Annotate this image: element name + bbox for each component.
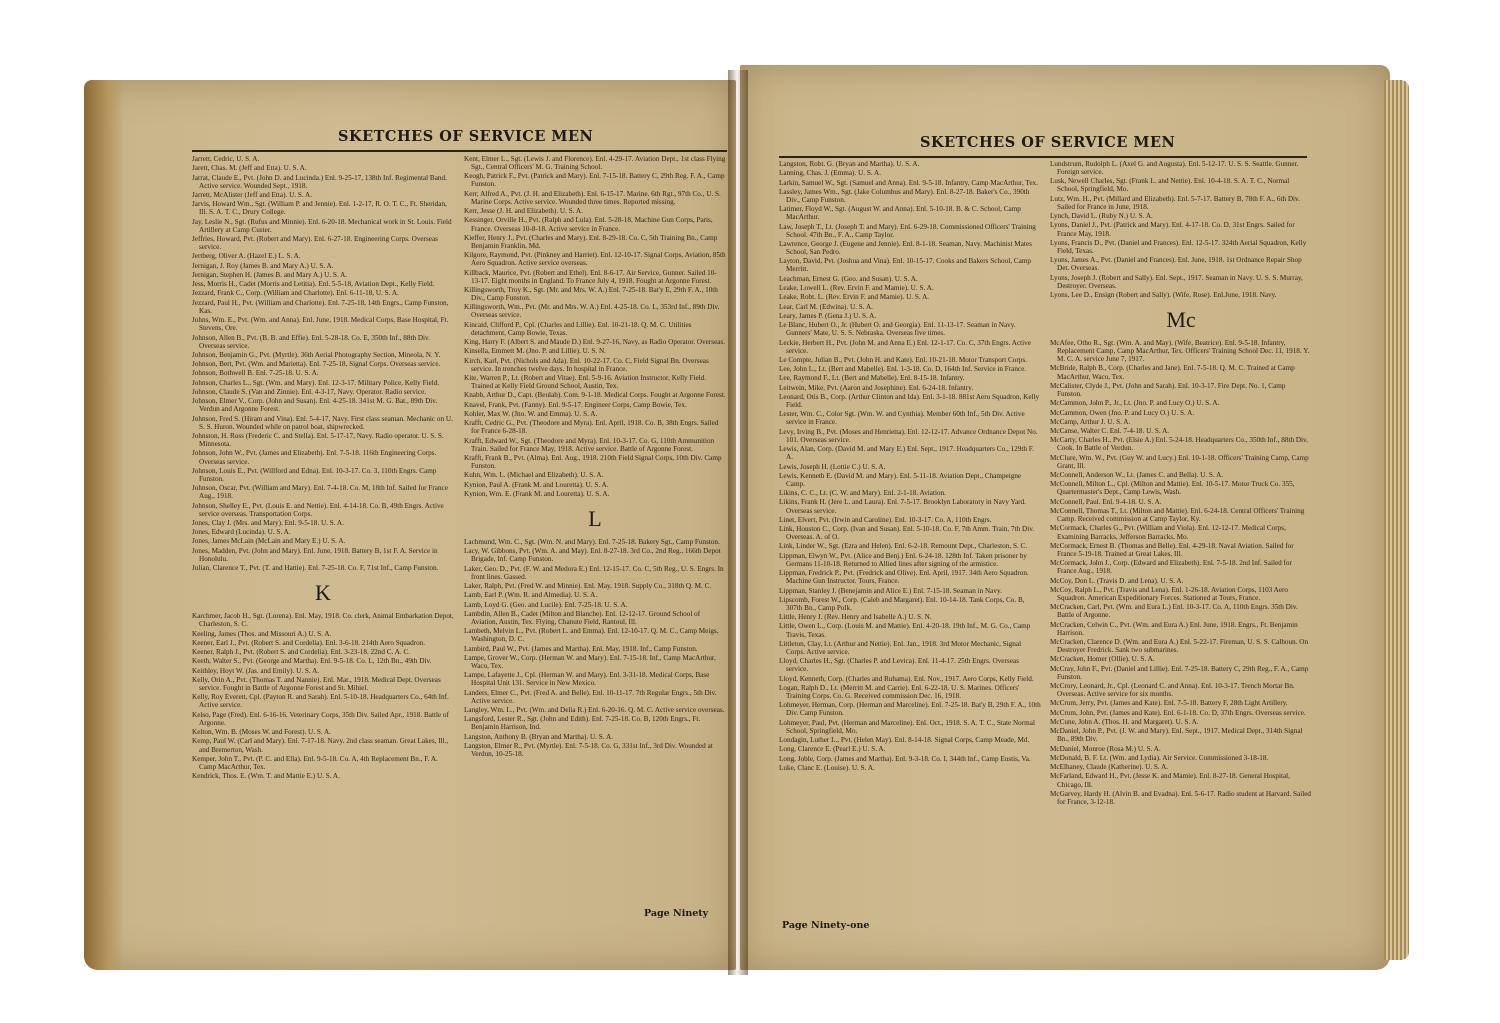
service-entry: Johnson, Allen B., Pvt. (B. B. and Effie). Enl. 5-28-18. Co. E, 350th Inf., 88th Div. Overseas service. <box>192 333 430 350</box>
service-entry: Larkin, Samuel W., Sgt. (Samuel and Anna). Enl. 9-5-18. Infantry, Camp MacArthur, Tex. <box>779 178 1038 187</box>
service-entry: Johns, Wm. E., Pvt. (Wm. and Anna). Enl. June, 1918. Medical Corps, Base Hospital, Ft. Stevens, Ore. <box>192 316 449 333</box>
right-header-rule <box>779 156 1307 158</box>
service-entry: Keeth, Walter S., Pvt. (George and Martha). Enl. 9-5-18. Co. L, 12th Bn., 49th Div. <box>192 657 432 666</box>
section-letter: Mc <box>1166 307 1196 332</box>
service-entry: Julian, Clarence T., Pvt. (T. and Hattie). Enl. 7-25-18. Co. F, 71st Inf., Camp Funston. <box>192 564 439 573</box>
service-entry: Leake, Lowell L. (Rev. Ervin F. and Mamie). U. S. A. <box>779 284 934 292</box>
service-entry: Leachman, Ernest G. (Geo. and Susan). U. S. A. <box>779 274 918 283</box>
service-entry: Little, Henry J. (Rev. Henry and Isabelle A.) U. S. N. <box>779 613 932 622</box>
service-entry: Johnson, Benjamin G., Pvt. (Myrtle). 36th Aerial Photography Section, Mineola, N. Y. <box>192 350 441 359</box>
service-entry: McCracken, Clarence D. (Wm. and Eura A.) Enl. 5-22-17. Fireman, U. S. S. Calhoun. On Destroyer Fredrick. Sank two submarines. <box>1050 637 1309 655</box>
service-entry: Lamb, Earl P. (Wm. R. and Almedia). U. S. A. <box>464 591 598 600</box>
service-entry: McFarland, Edward H., Pvt. (Jesse K. and Mamie). Enl. 8-27-18. General Hospital, Chicago, Ill. <box>1050 772 1290 789</box>
service-entry: Le Compte, Julian B., Pvt. (John H. and Kate). Enl. 10-21-18. Motor Transport Corps. <box>779 355 1027 364</box>
service-entry: Johnson, Charles L., Sgt. (Wm. and Mary). Enl. 12-3-17. Military Police, Kelly Field. <box>192 378 440 387</box>
service-entry: Johnston, H. Ross (Frederic C. and Stella). Enl. 5-17-17, Navy. Radio operator. U. S. S. Minnesota. <box>192 432 444 449</box>
service-entry: Kieffer, Henry J., Pvt. (Charles and Mary). Enl. 8-29-18. Co. C, 5th Training Bn., Camp Benjamin Franklin, Md. <box>464 233 718 250</box>
book-gutter <box>728 70 748 975</box>
service-entry: Jernigan, J. Roy (James B. and Mary A.) U. S. A. <box>192 261 334 270</box>
service-entry: Lyons, Joseph J. (Robert and Sally). Enl. Sept., 1917. Seaman in Navy. U. S. S. Murray, Destroyer. Overseas. <box>1050 273 1303 290</box>
service-entry: Leckie, Herbert H., Pvt. (John M. and Anna E.) Enl. 12-1-17. Co. C, 37th Engrs. Active service. <box>779 338 1031 355</box>
service-entry: McGarvey, Hardy H. (Alvin B. and Evadna). Enl. 5-6-17. Radio student at Harvard. Sailed for France, 3-12-18. <box>1050 789 1312 806</box>
service-entry: Lambird, Paul W., Pvt. (James and Martha). Enl. May, 1918. Inf., Camp Funston. <box>464 644 698 653</box>
service-entry: Lee, Raymond F., Lt. (Bert and Mabelle). Enl. 8-15-18. Infantry. <box>779 374 965 383</box>
service-entry: Lambdin, Allen B., Cadet (Milton and Blanche). Enl. 12-12-17. Ground School of Aviation, Austin, Tex. Flying, Chanute Field, Rantoul, Ill. <box>464 609 701 626</box>
service-entry: Lipscomb, Forest W., Corp. (Caleb and Margaret). Enl. 10-14-18. Tank Corps, Co. B, 307th Bn., Camp Polk. <box>779 595 1025 612</box>
service-entry: Leonard, Otis B., Corp. (Arthur Clinton and Ida). Enl. 3-1-18. 881st Aero Squadron, Kelly Field. <box>779 393 1040 410</box>
service-entry: Lyons, James A., Pvt. (Daniel and Frances). Enl. June, 1918. 1st Ordnance Repair Shop Det. Overseas. <box>1050 256 1302 273</box>
service-entry: Kendrick, Thos. E. (Wm. T. and Mattie E.) U. S. A. <box>192 772 340 781</box>
service-entry: McCamp, Arthur J. U. S. A. <box>1050 417 1131 426</box>
service-entry: Langston, Robt. G. (Bryan and Martha). U. S. A. <box>779 160 920 168</box>
service-entry: McCammon, Owen (Jno. P. and Lucy O.) U. S. A. <box>1050 408 1195 417</box>
service-entry: Le Blanc, Hubert O., Jr. (Hubert O. and Georgia). Enl. 11-13-17. Seaman in Navy. Gunners' Mate, U. S. S. Nebraska. Overseas five times. <box>779 321 1016 338</box>
service-entry: Long, Clarence E. (Pearl E.) U. S. A. <box>779 745 886 754</box>
service-entry: Kelton, Wm. B. (Moses W. and Forest). U. S. A. <box>192 728 332 737</box>
service-entry: Levy, Irving B., Pvt. (Moses and Henrietta). Enl. 12-12-17. Advance Ordnance Depot No. 101. Overseas service. <box>779 427 1038 444</box>
service-entry: McDaniel, John P., Pvt. (J. W. and Mary). Enl. Sept., 1917. Medical Dept., 314th Signal Bn., 89th Div. <box>1050 727 1303 744</box>
service-entry: Little, Owen L., Corp. (Louis M. and Mattie). Enl. 4-20-18. 19th Inf., M. G. Co., Camp Travis, Texas. <box>779 622 1031 639</box>
service-entry: Lyons, Lee D., Ensign (Robert and Sally). (Wife, Rose). Enl.June, 1918. Navy. <box>1050 290 1277 299</box>
service-entry: McBride, Ralph B., Corp. (Charles and Jane). Enl. 7-5-18. Q. M. C. Trained at Camp MacArthur, Waco, Tex. <box>1050 364 1295 381</box>
service-entry: Lusk, Newell Charles, Sgt. (Frank L. and Nettie). Enl. 10-4-18. S. A. T. C., Normal School, Springfield, Mo. <box>1050 177 1290 194</box>
service-entry: Lear, Carl M. (Edwina). U. S. A. <box>779 302 873 311</box>
service-entry: Laker, Geo. D., Pvt. (F. W. and Medora E.) Enl. 12-15-17. Co. C, 5th Reg., U. S. Engrs. In front lines. Gassed. <box>464 564 724 581</box>
service-entry: Lloyd, Kenneth, Corp. (Charles and Ruhama). Enl. Nov., 1917. Aero Corps, Kelly Field. <box>779 674 1034 683</box>
service-entry: Latimer, Floyd W., Sgt. (August W. and Anna). Enl. 5-10-18. B. & C. School, Camp MacArthur. <box>779 205 1021 222</box>
service-entry: McCray, John F., Pvt. (Daniel and Lillie). Enl. 7-25-18. Battery C, 29th Reg., F. A., Camp Funston. <box>1050 664 1309 681</box>
service-entry: Jezzard, Paul H., Pvt. (William and Charlotte). Enl. 7-25-18, 14th Engrs., Camp Funston, Kas. <box>192 298 449 315</box>
service-entry: Lampe, Lafayette J., Cpl. (Herman W. and Mary). Enl. 3-31-18. Medical Corps, Base Hospital Unit 131. Service in New Mexico. <box>464 671 710 688</box>
left-page-number: Page Ninety <box>644 908 709 919</box>
service-entry: Karchmer, Jacob H., Sgt. (Lorena). Enl. May, 1918. Co. clerk, Animal Embarkation Depot, Charleston, S. C. <box>192 612 454 629</box>
left-page-column-1 <box>192 155 454 945</box>
service-entry: Layton, David, Pvt. (Joshua and Vina). Enl. 10-15-17. Cooks and Bakers School, Camp Merritt. <box>779 257 1031 274</box>
service-entry: McCormack, John J., Corp. (Edward and Elizabeth). Enl. 7-5-18. 2nd Inf. Sailed for France Aug., 1918. <box>1050 559 1292 576</box>
service-entry: Langston, Elmer R., Pvt. (Myrtle). Enl. 7-5-18. Co. G, 331st Inf., 3rd Div. Wounded at Verdun, 10-25-18. <box>464 741 713 759</box>
service-entry: Lundstrum, Rudolph L. (Axel G. and Augusta). Enl. 5-12-17. U. S. S. Seattle. Gunner. Foreign service. <box>1050 160 1299 177</box>
service-entry: Jernigan, Stephen H. (James B. and Mary A.) U. S. A. <box>192 270 348 279</box>
right-page-header: SKETCHES OF SERVICE MEN <box>920 134 1176 151</box>
service-entry: Lohmeyer, Paul, Pvt. (Herman and Marceline). Enl. Oct., 1918. S. A. T. C., State Normal School, Springfield, Mo. <box>779 718 1035 735</box>
service-entry: Linet, Elvert, Pvt. (Irwin and Caroline). Enl. 10-3-17. Co. A, 110th Engrs. <box>779 515 992 524</box>
service-entry: Lachmund, Wm. C., Sgt. (Wm. N. and Mary). Enl. 7-25-18. Bakery Sgt., Camp Funston. <box>464 537 720 546</box>
service-entry: McCoy, Don L. (Travis D. and Lena). U. S. A. <box>1050 576 1184 585</box>
service-entry: Lampe, Grover W., Corp. (Herman W. and Mary). Enl. 7-15-18. Inf., Camp MacArthur, Waco, Tex. <box>464 653 716 670</box>
service-entry: Luke, Clanc E. (Louise). U. S. A. <box>779 763 875 772</box>
service-entry: Johnson, Bert, Pvt. (Wm. and Marietta). Enl. 7-25-18, Signal Corps. Overseas service. <box>192 360 441 369</box>
service-entry: Jezzard, Frank C., Corp. (William and Charlotte). Enl. 6-11-18, U. S. A. <box>192 289 399 298</box>
service-entry: McCarty, Charles H., Pvt. (Elsie A.) Enl. 5-24-18. Headquarters Co., 350th Inf., 88th Div. Cook. In Battle of Verdun. <box>1050 436 1308 453</box>
service-entry: Jarrett, Cedric, U. S. A. <box>192 155 260 163</box>
service-entry: Johnson, Louis E., Pvt. (Willford and Edna). Enl. 10-3-17. Co. 3, 110th Engrs. Camp Funston. <box>192 466 437 483</box>
service-entry: Kite, Warren P., Lt. (Robert and Vitae). Enl. 5-9-16. Aviation Instructor, Kelly Field. Trained at Kelly Field Ground School, Austin, Tex. <box>464 373 707 391</box>
service-entry: Keener, Ralph J., Pvt. (Robert S. and Cordelia). Enl. 3-23-18. 22nd C. A. C. <box>192 648 411 657</box>
service-entry: Leake, Robt. L. (Rev. Ervin F. and Mamie). U. S. A. <box>779 293 930 302</box>
service-entry: Kemper, John T., Pvt. (P. C. and Ella). Enl. 9-5-18. Co. A, 4th Replacement Bn., F. A. Camp MacArthur, Tex. <box>192 754 438 771</box>
service-entry: Lanning, Chas. J. (Emma). U. S. A. <box>779 169 882 178</box>
service-entry: Keogh, Patrick F., Pvt. (Patrick and Mary). Enl. 7-15-18. Battery C, 29th Reg. F. A., Camp Funston. <box>464 172 725 189</box>
service-entry: Lippman, Stanley J. (Benejamin and Alice E.) Enl. 7-15-18. Seaman in Navy. <box>779 586 1002 595</box>
service-entry: Knabb, Arthur D., Capt. (Beulah). Com. 9-1-18. Medical Corps. Fought at Argonne Forest. <box>464 391 726 400</box>
service-entry: Kelso, Page (Fred). Enl. 6-16-16. Veterinary Corps, 35th Div. Sailed Apr., 1918. Battle of Argonne. <box>192 710 449 727</box>
service-entry: McCalister, Clyde J., Pvt. (John and Sarah). Enl. 10-3-17. Fire Dept. No. 1, Camp Funston. <box>1050 381 1286 398</box>
service-entry: Killback, Maurice, Pvt. (Robert and Ethel). Enl. 8-6-17. Air Service, Gunner. Sailed 10-13-17. Eight months in England. To France July 4, 1918. Fought at Argonne Forest. <box>464 268 717 285</box>
service-entry: Jarrat, Claude E., Pvt. (John D. and Lucinda.) Enl. 9-25-17, 138th Inf. Regimental Band. Active service. Wounded Sept., 1918. <box>192 173 447 190</box>
service-entry: Lee, John L., Lt. (Bert and Mabelle). Enl. 1-3-18. Co. D, 164th Inf. Service in France. <box>779 365 1027 374</box>
service-entry: Kelly, Orin A., Pvt. (Thomas T. and Nannie). Enl. Mar., 1918. Medical Dept. Overseas service. Fought in Battle of Argonne Forest and St. Mihiel. <box>192 676 441 693</box>
service-entry: Krafft, Frank B., Pvt. (Alma). Enl. Aug., 1918. 210th Field Signal Corps, 10th Div. Camp Funston. <box>464 453 722 471</box>
service-entry: Jarett, Chas. M. (Jeff and Etta). U. S. A. <box>192 164 307 173</box>
service-entry: McAfee, Otho R., Sgt. (Wm. A. and May). (Wife, Beatrice). Enl. 9-5-18. Infantry, Replacement Camp, Camp MacArthur, Tex. Officers' Training School Dec. 11, 1918. Y. M. C. A. service June 7, 1917. <box>1050 339 1310 364</box>
service-entry: Keeling, James (Thos. and Missouri A.) U. S. A. <box>192 629 332 638</box>
section-letter: L <box>588 505 602 531</box>
service-entry: Knavel, Frank, Pvt. (Fanny). Enl. 9-5-17. Engineer Corps, Camp Bowie, Tex. <box>464 400 687 409</box>
service-entry: Lassley, James Wm., Sgt. (Jake Columbus and Mary). Enl. 8-27-18. Baker's Co., 390th Div., Camp Funston. <box>779 187 1030 204</box>
service-entry: McDonald, B. F. Lt. (Wm. and Lydia). Air Service. Commissioned 3-18-18. <box>1050 753 1269 762</box>
service-entry: Jay, Leslie N., Sgt. (Rufus and Minnie). Enl. 6-20-18. Mechanical work in St. Louis. Field Artillery at Camp Custer. <box>192 217 452 234</box>
open-book <box>84 60 1409 985</box>
service-entry: Johnson, Bothwell B. Enl. 7-25-18. U. S. A. <box>192 369 319 378</box>
service-entry: Lawrence, George J. (Eugene and Jennie). Enl. 8-1-18. Seaman, Navy. Machinist Mates School, San Pedro. <box>779 239 1032 257</box>
service-entry: Landers, Elmer C., Pvt. (Fred A. and Belle). Enl. 10-11-17. 7th Regular Engrs., 5th Div. Active service. <box>464 688 717 705</box>
service-entry: McClure, Wm. W., Pvt. (Guy W. and Lucy.) Enl. 10-1-18. Officers' Training Camp, Camp Grant, Ill. <box>1050 453 1309 470</box>
service-entry: King, Harry F. (Albert S. and Maude D.) Enl. 9-27-16, Navy, as Radio Operator. Overseas. <box>464 338 726 347</box>
service-entry: Krafft, Edward W., Sgt. (Theodore and Myra). Enl. 10-3-17. Co. G, 110th Ammunition Train. Sailed for France May, 1918. Active service. Battle of Argonne Forest. <box>464 436 715 453</box>
service-entry: Lewis, Alan, Corp. (David M. and Mary E.) Enl. Sept., 1917. Headquarters Co., 129th F. A. <box>779 445 1034 462</box>
service-entry: Kilgore, Raymond, Pvt. (Pinkney and Harriet). Enl. 12-10-17. Signal Corps, Aviation, 85th Aero Squadron. Active service overseas. <box>464 251 726 268</box>
service-entry: Jess, Morris H., Cadet (Morris and Letitia). Enl. 5-5-18, Aviation Dept., Kelly Field. <box>192 280 435 289</box>
left-page-header: SKETCHES OF SERVICE MEN <box>338 128 594 145</box>
service-entry: McCanse, Walter C. Enl. 7-4-18. U. S. A. <box>1050 427 1170 436</box>
service-entry: McCormack, Charles G., Pvt. (William and Viola). Enl. 12-12-17. Medical Corps, Examining Barracks, Jefferson Barracks, Mo. <box>1050 524 1286 541</box>
service-entry: Lester, Wm. C., Color Sgt. (Wm. W. and Cynthia). Member 60th Inf., 5th Div. Active service in France. <box>779 410 1025 427</box>
service-entry: McConnell, Anderson W., Lt. (James C. and Bella). U. S. A. <box>1050 471 1224 480</box>
service-entry: McCracken, Carl, Pvt. (Wm. and Eura L.) Enl. 10-3-17. Co. A, 110th Engrs. 35th Div. Battle of Argonne. <box>1050 603 1298 620</box>
service-entry: Langston, Anthony B. (Bryan and Martha). U. S. A. <box>464 732 613 741</box>
service-entry: Lambeth, Melvin L., Pvt. (Robert L. and Emma). Enl. 12-10-17. Q. M. C., Camp Meigs, Washington, D. C. <box>464 627 719 644</box>
service-entry: Langley, Wm. L., Pvt. (Wm. and Delia R.) Enl. 6-20-16. Q. M. C. Active service overseas. <box>464 706 725 714</box>
service-entry: Littleton, Clay, Lt. (Arthur and Nettie). Enl. Jan., 1918. 3rd Motor Mechanic, Signal Corps. Active service. <box>779 639 1022 656</box>
service-entry: Lewis, Joseph H. (Lottie C.) U. S. A. <box>779 462 886 471</box>
service-entry: Johnson, Shelley E., Pvt. (Louis E. and Nettie). Enl. 4-14-18. Co. B, 49th Engrs. Active service overseas. Transportation Corps. <box>192 501 444 518</box>
service-entry: Kirch, Karl, Pvt. (Nichols and Ada). Enl. 10-22-17. Co. C, Field Signal Bn. Overseas service. In trenches twelve days. In hospital in France. <box>464 356 709 373</box>
section-letter: K <box>315 580 331 606</box>
service-entry: Kent, Elmer L., Sgt. (Lewis J. and Florence). Enl. 4-29-17. Aviation Dept., 1st class Flying Sgt., Central Officers' M. G. Training School. <box>464 155 726 172</box>
service-entry: Killingsworth, Troy K., Sgt. (Mr. and Mrs. W. A.) Enl. 7-25-18. Bat'y E, 29th F. A., 10th Div., Camp Funston. <box>464 285 718 302</box>
service-entry: Kynion, Wm. E. (Frank M. and Louretta). U. S. A. <box>464 489 610 498</box>
service-entry: Lyons, Daniel J., Pvt. (Patrick and Mary). Enl. 4-17-18. Co. D, 31st Engrs. Sailed for France May, 1918. <box>1050 221 1295 238</box>
service-entry: Kerr, Alfred A., Pvt. (J. H. and Elizabeth). Enl. 6-15-17. Marine. 6th Rgt., 97th Co., U. S. Marine Corps. Active service. Wounded three times. Reported missing. <box>464 189 721 206</box>
service-entry: Kessinger, Orville H., Pvt. (Ralph and Lula). Enl. 5-28-18. Machine Gun Corps, Paris, France. Overseas 10-8-18. Active service in France. <box>464 216 713 233</box>
service-entry: McCune, John A. (Thos. H. and Margaret). U. S. A. <box>1050 717 1199 726</box>
service-entry: Jeffries, Howard, Pvt. (Robert and Mary). Enl. 6-27-18. Engineering Corps. Overseas service. <box>192 234 438 252</box>
service-entry: Johnson, Claude S. (Van and Zinnie). Enl. 4-3-17, Navy. Operator. Radio service. <box>192 388 427 396</box>
service-entry: Kohler, Max W. (Jno. W. and Emma). U. S. A. <box>464 409 598 418</box>
service-entry: McCracken, Homer (Ollie). U. S. A. <box>1050 655 1155 664</box>
right-page-column-2 <box>1050 160 1312 960</box>
service-entry: Lewis, Kenneth E. (David M. and Mary). Enl. 5-11-18. Aviation Dept., Champeigne Camp. <box>779 471 1022 488</box>
service-entry: McCormack, Ernest B. (Thomas and Belle). Enl. 4-29-18. Naval Aviation. Sailed for France 5-19-18. Trained at Great Lakes, Ill. <box>1050 541 1294 558</box>
service-entry: Lacy, W. Gibbons, Pvt. (Wm. A. and May). Enl. 8-27-18. 3rd Co., 2nd Reg., 166th Depot Brigade, Inf. Camp Funston. <box>464 547 721 564</box>
service-entry: Leitwein, Mike, Pvt. (Aaron and Josephine). Enl. 6-24-18. Infantry. <box>779 383 974 392</box>
service-entry: Kelly, Roy Everett, Cpl. (Payton R. and Sarah). Enl. 5-10-18. Headquarters Co., 64th Inf. Active service. <box>192 693 449 710</box>
service-entry: Kincaid, Clifford P., Cpl. (Charles and Lillie). Enl. 10-21-18. Q. M. C. Utilities detachment, Camp Bowie, Texas. <box>464 320 692 337</box>
service-entry: Link, Houston C., Corp. (Ivan and Susan). Enl. 5-10-18. Co. F, 7th Amm. Train, 7th Div. Overseas. A. of O. <box>779 525 1035 542</box>
service-entry: Law, Joseph T., Lt. (Joseph T. and Mary). Enl. 6-29-18. Commissioned Officers' Training School. 47th Bn., F. A., Camp Taylor. <box>779 222 1036 239</box>
service-entry: Lohmeyer, Herman, Corp. (Herman and Marceline). Enl. 7-25-18. Bat'y B, 29th F. A., 10th Div. Camp Funston. <box>779 701 1041 718</box>
service-entry: Kemp, Paul W. (Carl and Mary). Enl. 7-17-18. Navy. 2nd class seaman. Great Lakes, Ill., and Bremerton, Wash. <box>192 737 449 754</box>
service-entry: Londagin, Luther L., Pvt. (Helen May). Enl. 8-14-18. Signal Corps, Camp Meade, Md. <box>779 735 1030 744</box>
service-entry: Likins, Frank H. (Jere L. and Laura). Enl. 7-5-17. Brooklyn Laboratory in Navy Yard. Overseas service. <box>779 498 1026 515</box>
service-entry: Jones, Edward (Lucinda). U. S. A. <box>192 528 291 537</box>
service-entry: Johnson, Fred S. (Hiram and Vina). Enl. 5-4-17, Navy. First class seaman. Mechanic on U. S. S. Huron. Wounded while on patrol boat, shipwrecked. <box>192 414 453 431</box>
service-entry: Jones, Madden, Pvt. (John and Mary). Enl. June, 1918. Battery B, 1st F. A. Service in Honolulu. <box>192 546 438 563</box>
service-entry: Lutz, Wm. H., Pvt. (Millard and Elizabeth). Enl. 5-7-17. Battery B, 78th F. A., 6th Div. Sailed for France in June, 1918. <box>1050 194 1300 211</box>
service-entry: Lippman, Elwyn W., Pvt. (Alice and Benj.) Enl. 6-24-18. 128th Inf. Taken prisoner by Germans 11-10-18. Returned to Allied lines after signing of the armistice. <box>779 551 1027 568</box>
service-entry: McConnell, Milton L., Cpl. (Milton and Mattie). Enl. 10-5-17. Motor Truck Co. 355, Quartermaster's Dept., Camp Lewis, Wash. <box>1050 480 1295 497</box>
service-entry: Kinsella, Emmett M. (Jno. P. and Lillie). U. S. N. <box>464 347 606 356</box>
left-header-rule <box>192 150 727 152</box>
service-entry: Likins, C. C., Lt. (C. W. and Mary). Enl. 2-1-18. Aviation. <box>779 489 946 498</box>
service-entry: McConnell, Paul. Enl. 9-4-18. U. S. A. <box>1050 497 1162 506</box>
service-entry: Leary, James P. (Gena J.) U. S. A. <box>779 311 877 320</box>
service-entry: Jones, James McLain (McLain and Mary E.) U. S. A. <box>192 537 346 546</box>
service-entry: Laker, Ralph, Pvt. (Fred W. and Minnie). Enl. May, 1918. Supply Co., 318th Q. M. C. <box>464 582 712 590</box>
service-entry: McCrory, Leonard, Jr., Cpl. (Leonard C. and Anna). Enl. 10-3-17. Trench Mortar Bn. Overseas. Active service for six months. <box>1050 681 1295 699</box>
right-page-column-1 <box>779 160 1041 960</box>
service-entry: McCrum, John, Pvt. (James and Kate). Enl. 6-1-18. Co. D, 37th Engrs. Overseas service. <box>1050 708 1306 717</box>
service-entry: Lyons, Francis D., Pvt. (Daniel and Frances). Enl. 12-5-17. 324th Aerial Squadron, Kelly Field, Texas. <box>1050 238 1307 255</box>
service-entry: McDaniel, Monroe (Rosa M.) U. S. A. <box>1050 744 1161 753</box>
service-entry: Long, Joble, Corp. (James and Martha). Enl. 9-3-18. Co. I, 344th Inf., Camp Eustis, Va. <box>779 754 1031 763</box>
service-entry: Kuhn, Wm. L. (Michael and Elizabeth). U. S. A. <box>464 471 604 480</box>
right-page-number: Page Ninety-one <box>782 920 870 931</box>
service-entry: Lynch, David L. (Ruby N.) U. S. A. <box>1050 212 1153 221</box>
service-entry: McCracken, Celwin C., Pvt. (Wm. and Eura A.) Enl. June, 1918. Engrs., Ft. Benjamin Harrison. <box>1050 620 1298 637</box>
service-entry: McCammon, John P., Jr., Lt. (Jno. P. and Lucy O.) U. S. A. <box>1050 399 1220 408</box>
service-entry: Johnson, Oscar, Pvt. (William and Mary). Enl. 7-4-18. Co. M, 18th Inf. Sailed for France Aug., 1918. <box>192 484 448 501</box>
service-entry: Kynion, Paul A. (Frank M. and Louretta). U. S. A. <box>464 480 609 489</box>
page-edges <box>1384 80 1409 960</box>
service-entry: McElhaney, Claude (Katherine). U. S. A. <box>1050 763 1169 772</box>
service-entry: Johnson, John W., Pvt. (James and Elizabeth). Enl. 7-5-18. 116th Engineering Corps. Overseas service. <box>192 449 437 466</box>
service-entry: Killingsworth, Wm., Pvt. (Mr. and Mrs. W. A.) Enl. 4-25-18. Co. L, 353rd Inf., 89th Div. Overseas service. <box>464 303 720 320</box>
service-entry: McCrum, Jerry, Pvt. (James and Kate). Enl. 7-5-18. Battery F, 28th Light Artillery. <box>1050 699 1288 708</box>
service-entry: Jones, Clay J. (Mrs. and Mary). Enl. 9-5-18. U. S. A. <box>192 518 344 527</box>
service-entry: Jarvis, Howard Wm., Sgt. (William P. and Jennie). Enl. 1-2-17, R. O. T. C., Ft. Sheridan, Ill. S. A. T. C., Drury College. <box>192 200 447 217</box>
service-entry: Lippman, Fredrick P., Pvt. (Fredrick and Olive). Enl. April, 1917. 34th Aero Squadron. Machine Gun Instructor. Tours, France. <box>779 569 1029 586</box>
service-entry: McConnell, Thomas T., Lt. (Milton and Mattie). Enl. 6-24-18. Central Officers' Training Camp. Received commission at Camp Taylor, Ky. <box>1050 507 1305 524</box>
service-entry: Jarrett, McAlister (Jeff and Etta). U. S. A. <box>192 190 313 199</box>
service-entry: Jertberg, Oliver A. (Hazel E.) L. S. A. <box>192 252 301 261</box>
service-entry: Kerr, Jesse (J. H. and Elizabeth). U. S. A. <box>464 207 583 216</box>
left-page-column-2 <box>464 155 726 905</box>
service-entry: Langsford, Lester R., Sgt. (John and Edith). Enl. 7-25-18. Co. B, 120th Engrs., Ft. Benjamin Harrison, Ind. <box>464 715 701 732</box>
service-entry: Keithley, Hoyt W. (Jas. and Emily). U. S. A. <box>192 666 320 675</box>
service-entry: Krafft, Cedric G., Pvt. (Theodore and Myra). Enl. April, 1918. Co. B, 38th Engrs. Sailed for France 6-28-18. <box>464 419 719 436</box>
service-entry: Johnson, Elmer V., Corp. (John and Susan). Enl. 4-25-18. 341st M. G. Bat., 89th Div. Verdun and Argonne Forest. <box>192 397 438 414</box>
service-entry: Lamb, Loyd G. (Geo. and Lucile). Enl. 7-25-18. U. S. A. <box>464 600 628 609</box>
service-entry: Lloyd, Charles H., Sgt. (Charles P. and Levica). Enl. 11-4-17. 25th Engrs. Overseas service. <box>779 657 1019 674</box>
service-entry: McCoy, Ralph L., Pvt. (Travis and Lena). Enl. 1-26-18. Aviation Corps, 1103 Aero Squadron. American Expeditionary Forces. Stationed at Tours, France. <box>1050 585 1289 602</box>
service-entry: Link, Linder W., Sgt. (Ezra and Helen). Enl. 6-2-18. Remount Dept., Charleston, S. C. <box>779 542 1028 551</box>
service-entry: Logan, Ralph D., Lt. (Merritt M. and Carrie). Enl. 6-22-18. U. S. Marines. Officers' Training Corps. Co. G. Received commission Dec. 16, 1918. <box>779 683 1020 700</box>
service-entry: Keener, Earl J., Pvt. (Robert S. and Cordelia). Enl. 3-6-18. 214th Aero Squadron. <box>192 638 426 647</box>
